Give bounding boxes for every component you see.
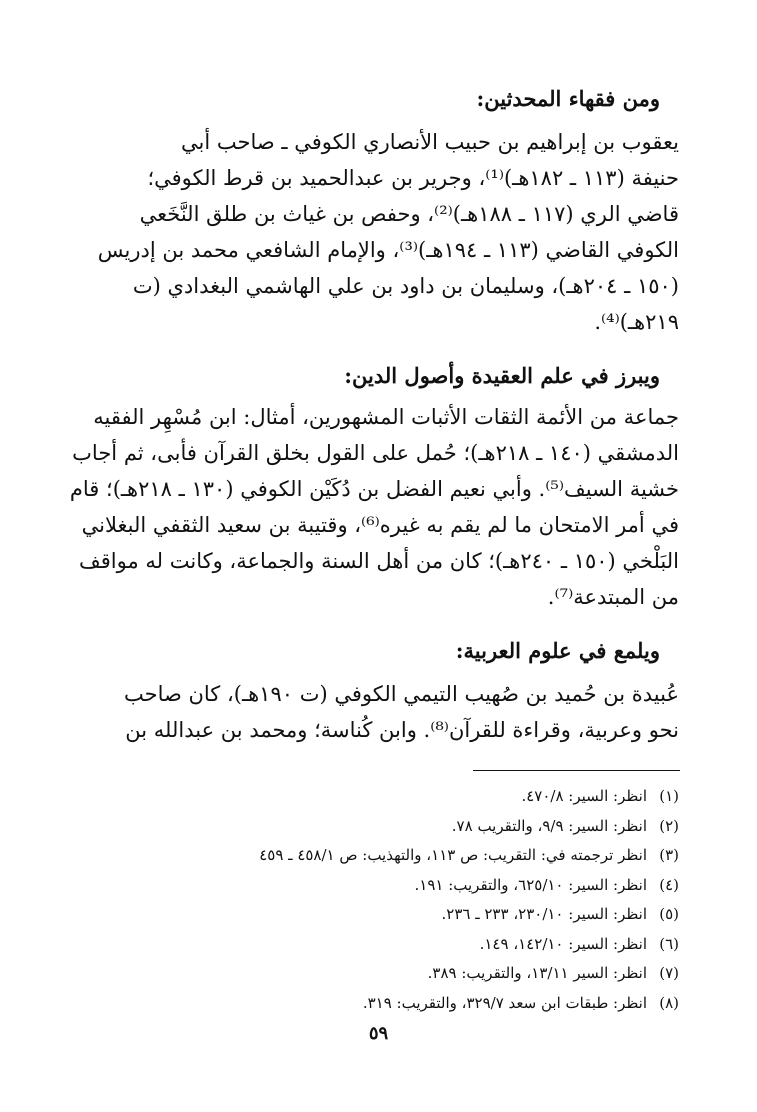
text-line: يعقوب بن إبراهيم بن حبيب الأنصاري الكوفي ـ صاحب أبي: [181, 130, 679, 154]
footnote-number: (٨): [659, 993, 679, 1012]
footnote-text: انظر: السير: ٢٣٠/١٠، ٢٣٣ ـ ٢٣٦.: [441, 905, 647, 923]
section-heading-creed: ويبرز في علم العقيدة وأصول الدين:: [344, 363, 660, 388]
footnote-text: انظر: طبقات ابن سعد ٣٢٩/٧، والتقريب: ٣١٩.: [362, 993, 647, 1012]
text-line: حنيفة (١١٣ ـ ١٨٢هـ)⁽¹⁾، وجرير بن عبدالحميد بن قرط الكوفي؛: [147, 166, 679, 190]
text-line: خشية السيف⁽⁵⁾. وأبي نعيم الفضل بن دُكَيْن الكوفي (١٣٠ ـ ٢١٨هـ)؛ قام: [69, 477, 679, 501]
footnote-number: (٣): [659, 846, 679, 864]
footnote-text: انظر: السير ١٣/١١، والتقريب: ٣٨٩.: [427, 964, 647, 982]
footnote-number: (١): [659, 787, 679, 805]
footnote-number: (٢): [659, 816, 679, 835]
footnote: [259, 871, 679, 901]
text-line: من المبتدعة⁽⁷⁾.: [547, 585, 679, 609]
text-line: (١٥٠ ـ ٢٠٤هـ)، وسليمان بن داود بن علي الهاشمي البغدادي (ت: [132, 274, 679, 298]
footnote-number: (٥): [659, 905, 679, 923]
footnote-text: انظر ترجمته في: التقريب: ص ١١٣، والتهذيب: ص ٤٥٨/١ ـ ٤٥٩: [259, 846, 647, 864]
footnote-text: انظر: السير: ٦٢٥/١٠، والتقريب: ١٩١.: [414, 875, 647, 894]
footnote-number: (٦): [659, 934, 679, 953]
footnote-text: انظر: السير: ١٤٢/١٠، ١٤٩.: [479, 934, 647, 953]
footnote: [259, 959, 679, 989]
text-line: جماعة من الأئمة الثقات الأثبات المشهورين، أمثال: ابن مُسْهِر الفقيه: [93, 405, 679, 429]
paragraph-creed: [69, 399, 679, 615]
footnote: [259, 989, 679, 1019]
footnote: [259, 900, 679, 930]
footnote-separator: [473, 770, 680, 771]
text-line: في أمر الامتحان ما لم يقم به غيره⁽⁶⁾، وقتيبة بن سعيد الثقفي البغلاني: [81, 513, 679, 537]
section-heading-jurists: ومن فقهاء المحدثين:: [476, 86, 660, 111]
text-line: الكوفي القاضي (١١٣ ـ ١٩٤هـ)⁽³⁾، والإمام الشافعي محمد بن إدريس: [97, 238, 679, 262]
text-line: الدمشقي (١٤٠ ـ ٢١٨هـ)؛ حُمل على القول بخلق القرآن فأبى، ثم أجاب: [72, 441, 679, 465]
footnote: [259, 812, 679, 842]
paragraph-jurists: [78, 124, 679, 340]
footnote: [259, 841, 679, 871]
footnote: [259, 930, 679, 960]
footnotes: [259, 782, 679, 1018]
footnote: [259, 782, 679, 812]
paragraph-arabic: [78, 676, 679, 748]
page-number: ٥٩: [368, 1023, 389, 1044]
section-heading-arabic: ويلمع في علوم العربية:: [455, 638, 660, 663]
footnote-text: انظر: السير: ٩/٩، والتقريب ٧٨.: [451, 816, 647, 835]
text-line: نحو وعربية، وقراءة للقرآن⁽⁸⁾. وابن كُناسة؛ ومحمد بن عبدالله بن: [125, 718, 679, 742]
text-line: البَلْخي (١٥٠ ـ ٢٤٠هـ)؛ كان من أهل السنة والجماعة، وكانت له مواقف: [79, 549, 679, 573]
text-line: عُبيدة بن حُميد بن صُهيب التيمي الكوفي (ت ١٩٠هـ)، كان صاحب: [123, 682, 679, 706]
text-line: قاضي الري (١١٧ ـ ١٨٨هـ)⁽²⁾، وحفص بن غياث بن طلق النَّخَعي: [139, 202, 679, 226]
footnote-text: انظر: السير: ٤٧٠/٨.: [521, 787, 647, 805]
footnote-number: (٧): [659, 964, 679, 982]
text-line: ٢١٩هـ)⁽⁴⁾.: [594, 310, 679, 334]
footnote-number: (٤): [659, 875, 679, 894]
